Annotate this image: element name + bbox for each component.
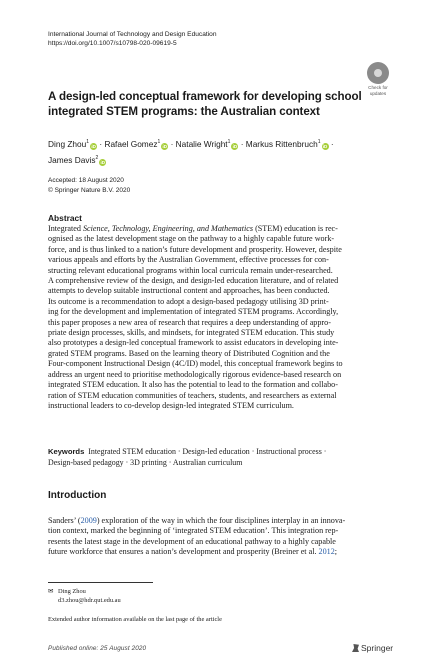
author-affiliation: 1: [317, 139, 321, 145]
journal-header: [48, 30, 217, 48]
orcid-icon[interactable]: iD: [232, 144, 238, 149]
orcid-icon[interactable]: iD: [100, 159, 106, 165]
intro-text: ) exploration of the way in which the four disciplines interplay in an innova-: [96, 516, 346, 525]
author-separator: ·: [240, 139, 244, 149]
badge-label-1: Check for: [368, 85, 388, 90]
published-online: Published online: 25 August 2020: [48, 645, 147, 652]
author-list: [48, 136, 398, 167]
intro-text: ;: [334, 547, 338, 557]
doi-link[interactable]: https://doi.org/10.1007/s10798-020-09619-5: [48, 40, 177, 47]
corresponding-author: [48, 588, 121, 605]
keywords-line-1: Integrated STEM education · Design-led education · Instructional process ·: [88, 447, 327, 456]
copyright-line: © Springer Nature B.V. 2020: [48, 186, 131, 194]
intro-text: future workforce that ensures a nation’s development and prosperity (Breiner et al.: [48, 547, 319, 557]
abstract-line: various appeals and efforts by the Australian Government, effective processes for con-: [48, 255, 329, 265]
abstract-line: Four-component Instructional Design (4C/ID) model, this conceptual framework begins to: [48, 359, 343, 369]
keywords-line-2: Design-based pedagogy · 3D printing · Australian curriculum: [48, 458, 243, 467]
check-updates-icon: [367, 62, 389, 84]
intro-line: tion context, marked the beginning of ‘integrated STEM education’. This integration rep-: [48, 526, 339, 536]
author-name[interactable]: Ding Zhou: [48, 139, 87, 149]
introduction-body: [48, 516, 392, 558]
abstract-line: address an urgent need to prioritise methodologically rigorous evidence-based research on: [48, 369, 342, 379]
abstract-line: instructional leaders to co-develop design-led integrated STEM curriculum.: [48, 400, 294, 410]
abstract-line: grated STEM programs. Based on the learning theory of Distributed Cognition and the: [48, 348, 330, 358]
author-affiliation: 2: [95, 154, 99, 161]
journal-name: International Journal of Technology and Design Education: [48, 31, 217, 38]
author-name[interactable]: Markus Rittenbruch: [245, 139, 318, 149]
intro-line: resents the latest stage in the development of an educational pathway to a highly capable: [48, 536, 336, 546]
orcid-icon[interactable]: iD: [91, 144, 96, 149]
keywords-block: [48, 446, 392, 468]
accepted-date: Accepted: 18 August 2020: [48, 177, 124, 184]
springer-horse-icon: [352, 644, 359, 652]
author-name[interactable]: James Davis: [48, 154, 96, 165]
envelope-icon: ✉: [48, 588, 54, 595]
abstract-line: Its outcome is a recommendation to adopt a design-based pedagogy utilising 3D print-: [48, 296, 329, 306]
introduction-heading: Introduction: [48, 490, 107, 501]
author-separator: ·: [170, 139, 174, 149]
author-name[interactable]: Rafael Gomez: [104, 139, 158, 149]
abstract-line: also prototypes a design-led conceptual framework to assist educators in developing inte-: [48, 338, 339, 348]
badge-label-2: updates: [369, 91, 387, 96]
springer-wordmark: Springer: [361, 643, 394, 653]
abstract-line: this paper proposes a new area of research that requires a deep understanding of appro-: [48, 317, 331, 327]
abstract-line: priate design processes, skills, and mindsets, for integrated STEM education. This study: [48, 328, 335, 338]
author-affiliation: 1: [227, 139, 231, 145]
abstract-line: force, and is thus linked to a nation’s future development and prosperity. However, despite: [48, 244, 342, 254]
extended-author-info: Extended author information available on the last page of the article: [48, 616, 222, 623]
citation-link[interactable]: 2012: [318, 547, 335, 557]
abstract-line: A comprehensive review of the design, and design-led education literature, and of related: [48, 276, 339, 286]
abstract-line: ing for the development and implementation of integrated STEM programs. Accordingly,: [48, 307, 339, 317]
citation-link[interactable]: 2009: [80, 516, 97, 525]
intro-text: Sanders’ (: [48, 516, 81, 525]
article-dates: [48, 176, 130, 195]
title-line-1: A design-led conceptual framework for developing school: [48, 90, 362, 103]
corresponding-email[interactable]: d3.zhou@hdr.qut.edu.au: [58, 596, 121, 604]
title-line-2: integrated STEM programs: the Australian context: [48, 104, 320, 118]
abstract-line: Integrated Science, Technology, Engineering, and Mathematics (STEM) education is rec-: [48, 224, 338, 233]
footnote-divider: [48, 582, 153, 583]
orcid-icon[interactable]: iD: [322, 144, 328, 149]
abstract-line: integrated STEM education. It also has the potential to lead to the formation and collabo-: [48, 380, 338, 390]
article-title: [48, 90, 378, 119]
springer-logo: [352, 643, 393, 653]
author-affiliation: 1: [86, 139, 90, 145]
abstract-line: ognised as the latest development stage on the pathway to a highly capable future work-: [48, 234, 335, 244]
abstract-line: attempts to develop suitable instructional content and approaches, has been conducted.: [48, 286, 330, 296]
abstract-line: ration of STEM education communities of teachers, students, and researchers as external: [48, 390, 337, 400]
abstract-heading: Abstract: [48, 213, 82, 223]
abstract-italic-phrase: Science, Technology, Engineering, and Mathematics: [82, 224, 254, 233]
author-separator: ·: [330, 139, 334, 149]
author-name[interactable]: Natalie Wright: [175, 139, 228, 149]
abstract-line: structing relevant educational programs within local curricula remain under-researched.: [48, 265, 333, 275]
abstract-body: [48, 224, 392, 411]
author-affiliation: 1: [157, 139, 161, 145]
author-separator: ·: [99, 139, 103, 149]
orcid-icon[interactable]: iD: [162, 144, 168, 149]
corresponding-name: Ding Zhou: [58, 588, 86, 595]
keywords-label: Keywords: [48, 447, 85, 456]
